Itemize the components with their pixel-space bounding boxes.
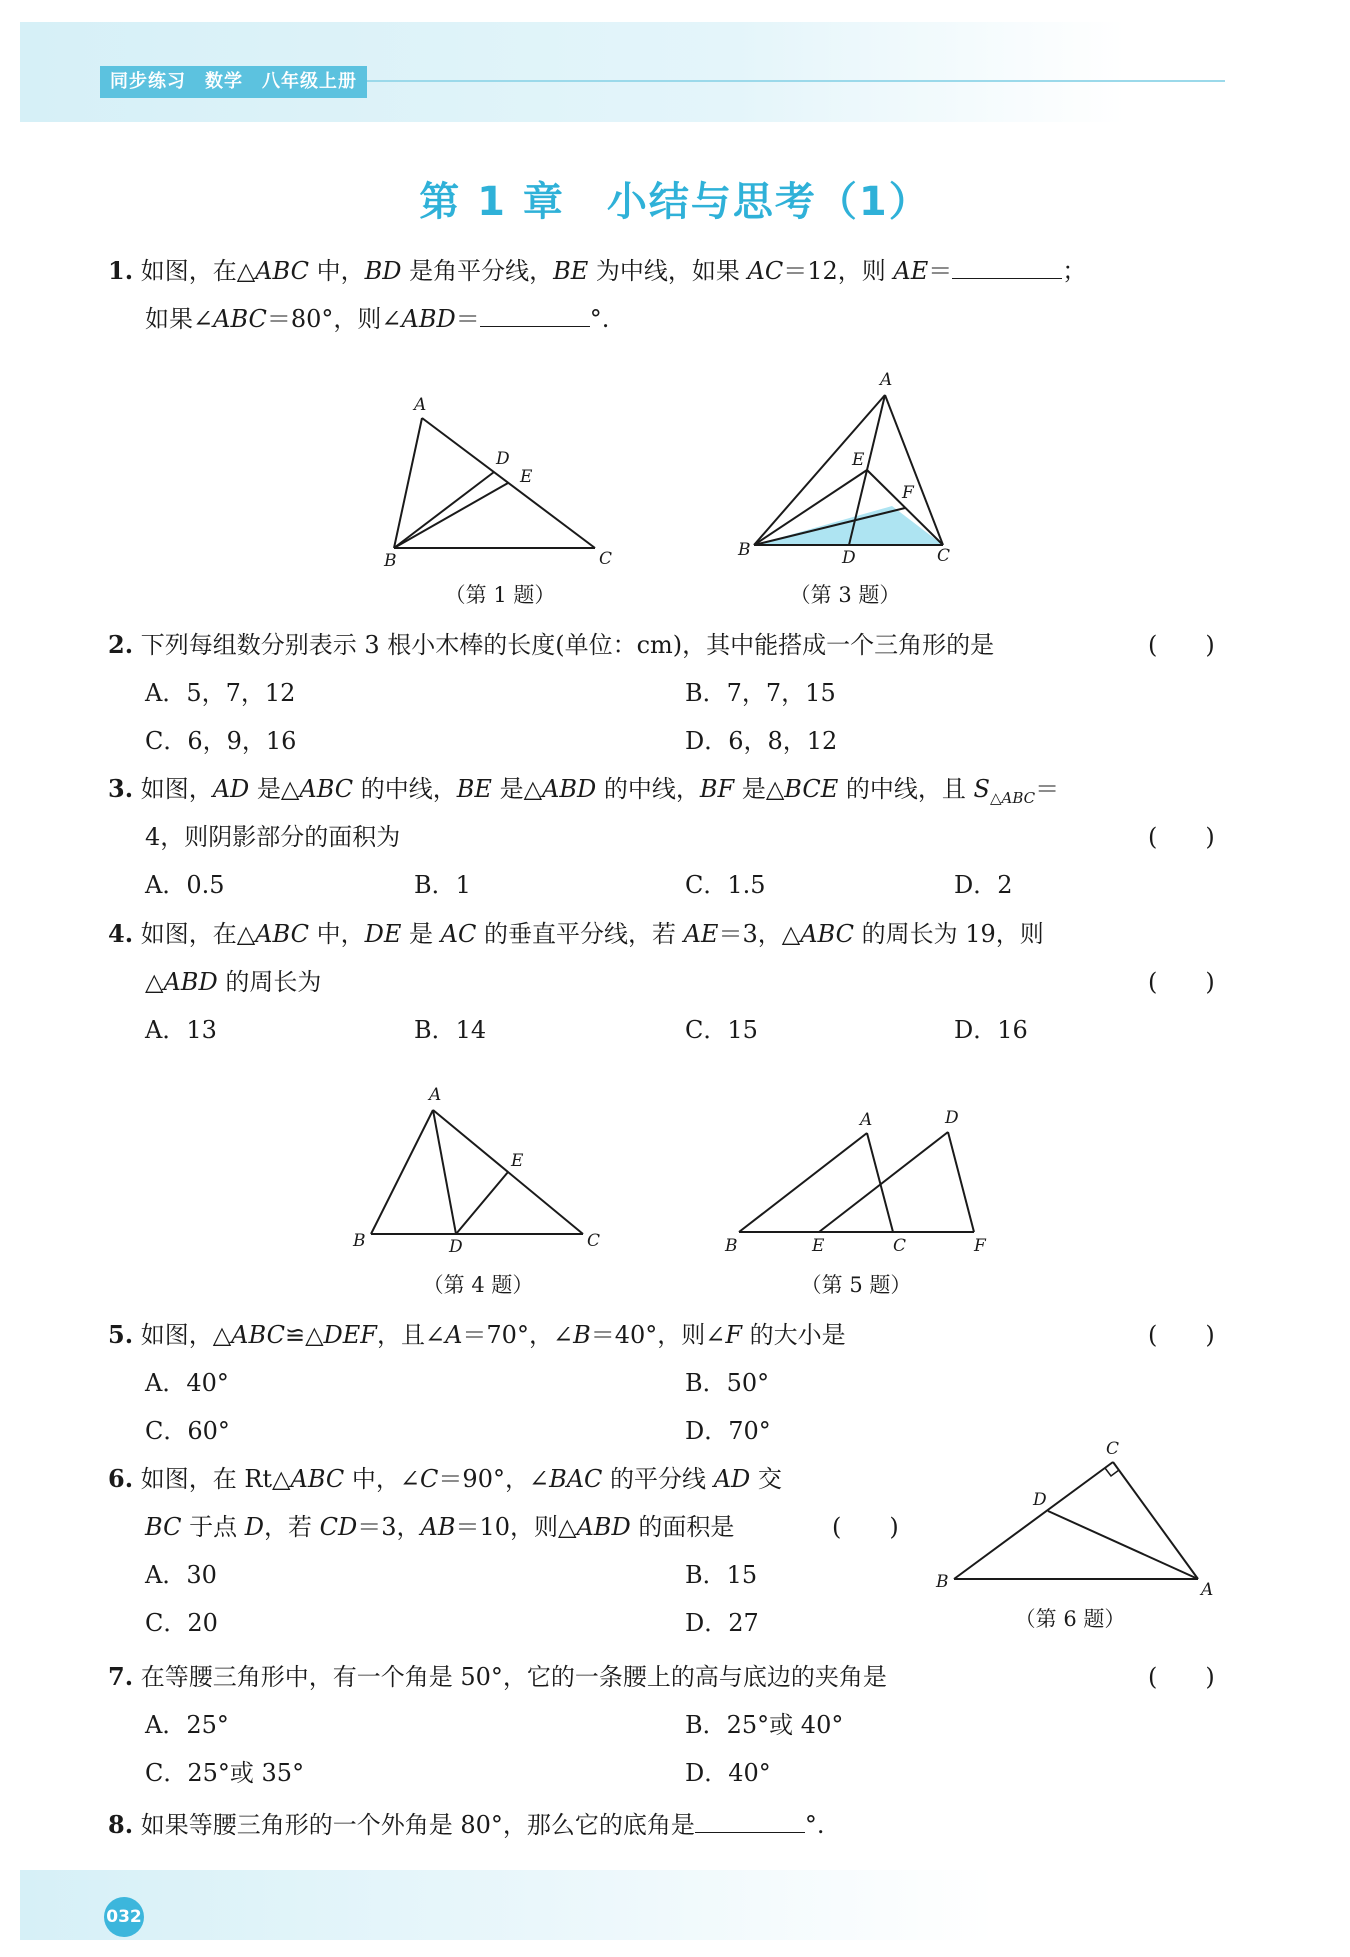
fig3-label-a: A xyxy=(880,370,893,390)
fig5-segment-ab xyxy=(739,1133,867,1232)
q3-number: 3. xyxy=(108,774,134,803)
q3-text: AD xyxy=(212,775,250,803)
q7-option-d[interactable]: D．40° xyxy=(685,1759,771,1787)
q6-text: ABD xyxy=(576,1513,631,1541)
q4-text: 的垂直平分线，若 xyxy=(476,920,684,948)
fig6-segment-ad xyxy=(1048,1511,1198,1579)
q4-option-d[interactable]: D．16 xyxy=(954,1016,1028,1044)
q1-text: 是角平分线， xyxy=(401,257,554,285)
q6-option-a[interactable]: A．30 xyxy=(145,1561,217,1589)
q5-text: ABC xyxy=(231,1321,285,1349)
q4-answer-paren[interactable]: ( ) xyxy=(1148,968,1215,996)
q4-text: ABD xyxy=(163,968,218,996)
fig4-label-b: B xyxy=(353,1231,366,1251)
q6-text: 的平分线 xyxy=(602,1465,714,1493)
q6-option-c[interactable]: C．20 xyxy=(145,1609,218,1637)
q4-option-b[interactable]: B．14 xyxy=(414,1016,487,1044)
q3-text: BE xyxy=(456,775,492,803)
fig5-label-d: D xyxy=(945,1108,959,1128)
fig5-label-f: F xyxy=(974,1236,986,1256)
q7-text: 在等腰三角形中，有一个角是 50°，它的一条腰上的高与底边的夹角是 xyxy=(140,1663,887,1691)
q5-line-1 xyxy=(108,1318,846,1352)
fig6-segment-bc xyxy=(954,1462,1113,1579)
q2-number: 2. xyxy=(108,630,134,659)
q1-text: ABD xyxy=(401,305,456,333)
fig6-label-d: D xyxy=(1033,1490,1047,1510)
q3-text: 是△ xyxy=(734,775,785,803)
q2-option-d[interactable]: D．6，8，12 xyxy=(685,727,838,755)
fig3-label-d: D xyxy=(842,548,856,568)
q4-option-c[interactable]: C．15 xyxy=(685,1016,758,1044)
q4-text: ABC xyxy=(255,920,309,948)
fig4-label-d: D xyxy=(449,1237,463,1257)
figure-q5 xyxy=(715,1105,1005,1265)
q5-text: A xyxy=(445,1321,463,1349)
q8-text: °. xyxy=(804,1811,825,1839)
q1-text: ＝12，则 xyxy=(783,257,894,285)
q5-text: F xyxy=(725,1321,743,1349)
figure-q1-caption: （第 1 题） xyxy=(444,583,556,607)
q2-option-c[interactable]: C．6，9，16 xyxy=(145,727,297,755)
fig6-label-b: B xyxy=(936,1572,949,1592)
fig6-label-c: C xyxy=(1106,1439,1120,1459)
fig5-label-b: B xyxy=(725,1236,738,1256)
q6-text: BAC xyxy=(549,1465,603,1493)
fig4-segment-ab xyxy=(371,1110,433,1234)
q4-text: ABC xyxy=(800,920,854,948)
q1-text: BE xyxy=(553,257,589,285)
q1-answer-blank-1[interactable] xyxy=(952,252,1062,279)
figure-q5-caption: （第 5 题） xyxy=(800,1273,912,1297)
q6-line-1 xyxy=(108,1462,782,1496)
q5-text: 的大小是 xyxy=(742,1321,846,1349)
q7-number: 7. xyxy=(108,1662,134,1691)
q3-option-d[interactable]: D．2 xyxy=(954,871,1013,899)
q6-text: ，若 xyxy=(263,1513,320,1541)
q3-text: 4，则阴影部分的面积为 xyxy=(145,823,401,851)
q3-text: ＝ xyxy=(1035,775,1060,803)
q6-text: ＝90°，∠ xyxy=(438,1465,550,1493)
fig1-segment-ab xyxy=(394,418,422,548)
q3-option-c[interactable]: C．1.5 xyxy=(685,871,766,899)
q1-text: 中， xyxy=(308,257,365,285)
q1-text: 为中线，如果 xyxy=(588,257,748,285)
q6-option-b[interactable]: B．15 xyxy=(685,1561,758,1589)
fig4-label-e: E xyxy=(511,1151,524,1171)
q3-line-2 xyxy=(145,820,400,854)
q1-text: 如果∠ xyxy=(145,305,214,333)
footer-band xyxy=(20,1870,1320,1940)
q8-answer-blank[interactable] xyxy=(695,1806,805,1833)
q1-text: ABC xyxy=(213,305,267,333)
q8-line-1 xyxy=(108,1806,825,1842)
q1-number: 1. xyxy=(108,256,134,285)
q5-text: ＝40°，则∠ xyxy=(590,1321,726,1349)
q7-line-1 xyxy=(108,1660,887,1694)
q4-text: △ xyxy=(145,968,164,996)
q5-text: 如图，△ xyxy=(140,1321,232,1349)
q6-text: 中，∠ xyxy=(344,1465,421,1493)
q1-text: ABC xyxy=(255,257,309,285)
q3-answer-paren[interactable]: ( ) xyxy=(1148,823,1215,851)
figure-q3-caption: （第 3 题） xyxy=(789,583,901,607)
q6-text: D xyxy=(244,1513,264,1541)
q4-text: AE xyxy=(683,920,719,948)
q6-text: BC xyxy=(145,1513,182,1541)
q1-text: ＝80°，则∠ xyxy=(266,305,402,333)
fig6-label-a: A xyxy=(1201,1580,1214,1600)
q1-text: °. xyxy=(589,305,610,333)
fig4-segment-ad xyxy=(433,1110,456,1234)
fig5-segment-de xyxy=(819,1132,948,1232)
fig3-label-e: E xyxy=(852,450,865,470)
q4-option-a[interactable]: A．13 xyxy=(145,1016,217,1044)
q3-option-a[interactable]: A．0.5 xyxy=(145,871,225,899)
q2-text: 下列每组数分别表示 3 根小木棒的长度(单位：cm)，其中能搭成一个三角形的是 xyxy=(140,631,995,659)
q3-text: BF xyxy=(699,775,735,803)
fig1-segment-bd xyxy=(394,472,494,548)
fig5-label-a: A xyxy=(860,1110,873,1130)
fig5-segment-df xyxy=(948,1132,974,1232)
q8-text: 如果等腰三角形的一个外角是 80°，那么它的底角是 xyxy=(140,1811,695,1839)
fig6-segment-ca xyxy=(1113,1462,1198,1579)
figure-q6-caption: （第 6 题） xyxy=(1014,1607,1126,1631)
q3-text: 如图， xyxy=(140,775,213,803)
q6-text: ABC xyxy=(290,1465,345,1493)
q6-text: CD xyxy=(319,1513,358,1541)
q7-answer-paren[interactable]: ( ) xyxy=(1148,1663,1215,1691)
q5-option-c[interactable]: C．60° xyxy=(145,1417,230,1445)
q6-text: ＝10，则△ xyxy=(455,1513,577,1541)
series-label: 同步练习 数学 八年级上册 xyxy=(100,66,367,98)
figure-q1 xyxy=(370,390,640,570)
q3-area-symbol: S xyxy=(973,775,990,803)
q6-number: 6. xyxy=(108,1464,134,1493)
q4-text: 的周长为 xyxy=(217,968,322,996)
q1-text: ＝ xyxy=(455,305,480,333)
q5-answer-paren[interactable]: ( ) xyxy=(1148,1321,1215,1349)
q4-text: 的周长为 19，则 xyxy=(853,920,1044,948)
q3-text: BCE xyxy=(784,775,839,803)
q6-text: 于点 xyxy=(181,1513,245,1541)
fig6-right-angle-mark xyxy=(1105,1468,1119,1476)
chapter-title: 第 1 章 小结与思考（1） xyxy=(419,179,931,225)
fig1-segment-ac xyxy=(422,418,595,548)
q5-text: B xyxy=(573,1321,591,1349)
q5-option-b[interactable]: B．50° xyxy=(685,1369,770,1397)
q6-text: ＝3， xyxy=(357,1513,421,1541)
figure-q3 xyxy=(730,365,990,575)
q6-answer-paren[interactable]: ( ) xyxy=(832,1513,899,1541)
q1-text: 如图，在△ xyxy=(140,257,256,285)
q3-option-b[interactable]: B．1 xyxy=(414,871,471,899)
q1-text: AC xyxy=(747,257,784,285)
q6-option-d[interactable]: D．27 xyxy=(685,1609,759,1637)
q3-text: 是△ xyxy=(491,775,543,803)
q1-line-1 xyxy=(108,252,1086,288)
fig1-segment-be xyxy=(394,483,508,548)
q6-text: 的面积是 xyxy=(630,1513,735,1541)
q1-text: ； xyxy=(1062,257,1087,285)
fig4-label-c: C xyxy=(587,1231,601,1251)
q6-line-2 xyxy=(145,1510,734,1544)
fig5-segment-ac xyxy=(867,1133,893,1232)
q5-text: ＝70°，∠ xyxy=(462,1321,574,1349)
q2-answer-paren[interactable]: ( ) xyxy=(1148,631,1215,659)
fig5-label-c: C xyxy=(893,1236,907,1256)
q5-option-d[interactable]: D．70° xyxy=(685,1417,771,1445)
q3-text: 的中线， xyxy=(353,775,457,803)
q3-text: 是△ xyxy=(249,775,300,803)
fig1-label-b: B xyxy=(384,551,397,571)
q4-text: 如图，在△ xyxy=(140,920,256,948)
q5-text: DEF xyxy=(323,1321,377,1349)
q4-line-1 xyxy=(108,917,1044,951)
fig1-label-e: E xyxy=(520,467,533,487)
figure-q4-caption: （第 4 题） xyxy=(422,1273,534,1297)
q2-option-a[interactable]: A．5，7，12 xyxy=(145,679,296,707)
q4-line-2 xyxy=(145,965,321,999)
q3-text: ABD xyxy=(542,775,597,803)
q6-text: 交 xyxy=(750,1465,782,1493)
fig1-label-a: A xyxy=(414,395,427,415)
q3-line-1 xyxy=(108,772,1059,815)
q6-text: C xyxy=(420,1465,439,1493)
q7-option-c[interactable]: C．25°或 35° xyxy=(145,1759,305,1787)
q2-option-b[interactable]: B．7，7，15 xyxy=(685,679,836,707)
q1-text: BD xyxy=(364,257,402,285)
q4-text: 是 xyxy=(401,920,441,948)
q8-number: 8. xyxy=(108,1810,134,1839)
q1-line-2 xyxy=(145,300,609,336)
page-number-badge: 032 xyxy=(104,1897,144,1937)
q6-text: AB xyxy=(420,1513,456,1541)
q1-text: AE xyxy=(893,257,929,285)
q7-option-a[interactable]: A．25° xyxy=(145,1711,229,1739)
q4-text: AC xyxy=(440,920,477,948)
fig4-label-a: A xyxy=(429,1085,442,1105)
fig1-label-d: D xyxy=(496,449,510,469)
q3-text: ABC xyxy=(299,775,354,803)
q1-answer-blank-2[interactable] xyxy=(480,300,590,327)
q3-text: 的中线，且 xyxy=(838,775,974,803)
q4-text: DE xyxy=(364,920,402,948)
q6-text: 如图，在 Rt△ xyxy=(140,1465,291,1493)
q3-area-subscript: △ABC xyxy=(989,789,1036,807)
figure-q6 xyxy=(930,1440,1220,1600)
q1-text: ＝ xyxy=(928,257,953,285)
q5-text: ≌△ xyxy=(284,1321,324,1349)
q7-option-b[interactable]: B．25°或 40° xyxy=(685,1711,844,1739)
q5-number: 5. xyxy=(108,1320,134,1349)
fig1-label-c: C xyxy=(599,549,613,569)
q2-line-1 xyxy=(108,628,994,662)
q4-text: 中， xyxy=(308,920,365,948)
fig3-label-b: B xyxy=(738,540,751,560)
q5-option-a[interactable]: A．40° xyxy=(145,1369,229,1397)
q4-number: 4. xyxy=(108,919,134,948)
q6-text: AD xyxy=(713,1465,751,1493)
q3-text: 的中线， xyxy=(596,775,700,803)
figure-q4 xyxy=(345,1080,615,1260)
fig4-segment-de xyxy=(456,1172,508,1234)
fig5-label-e: E xyxy=(812,1236,825,1256)
fig3-label-c: C xyxy=(937,546,951,566)
q4-text: ＝3，△ xyxy=(718,920,801,948)
fig3-label-f: F xyxy=(902,483,914,503)
q5-text: ，且∠ xyxy=(376,1321,446,1349)
